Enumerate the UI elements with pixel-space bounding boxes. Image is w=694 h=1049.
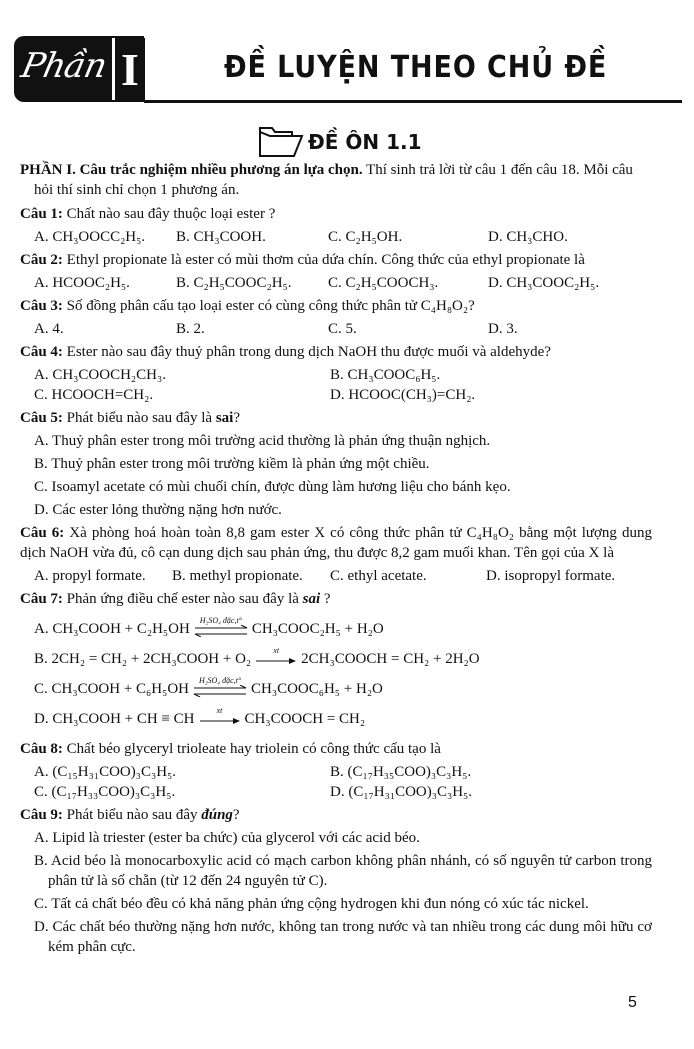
reaction-condition: H₂SO₄ đặc,t°	[199, 616, 242, 625]
chapter-banner	[14, 36, 682, 108]
option-c: C. 5.	[328, 321, 357, 337]
question-8	[20, 739, 652, 802]
option-c: C. Isoamyl acetate có mùi chuối chín, được dùng làm hương liệu cho bánh kẹo.	[34, 479, 511, 495]
reaction-condition: H₂SO₄ đặc,t°	[198, 676, 242, 685]
option-a: A. CH₃OOCC₂H₅.	[34, 229, 146, 245]
equation-right: CH₃COOC₂H₅ + H₂O	[251, 621, 384, 637]
question-emphasis: sai	[302, 591, 321, 607]
question-7	[20, 589, 652, 729]
option-d: D. isopropyl formate.	[486, 568, 616, 584]
option-c: C. C₂H₅COOCH₃.	[328, 275, 439, 291]
instructions-text: Thí sinh trả lời từ câu 1 đến câu 18. Mỗi câu hỏi thí sinh chỉ chọn 1 phương án.	[34, 162, 633, 198]
option-a: A. Lipid là triester (ester ba chức) của glycerol với các acid béo.	[34, 830, 420, 846]
question-emphasis: đúng	[201, 807, 233, 823]
question-text: Số đồng phân cấu tạo loại ester có cùng công thức phân tử C₄H₈O₂?	[62, 298, 475, 314]
question-label: Câu 9:	[20, 807, 63, 823]
equation-a	[20, 616, 652, 639]
option-a: A. propyl formate.	[34, 568, 146, 584]
option-a: A. CH₃COOCH₂CH₃.	[34, 367, 166, 383]
question-5	[20, 408, 652, 520]
question-text: Chất nào sau đây thuộc loại ester ?	[62, 206, 276, 222]
option-c: C. (C₁₇H₃₃COO)₃C₃H₅.	[34, 784, 176, 800]
arrow-right-icon	[198, 715, 242, 727]
question-text: Xà phòng hoá hoàn toàn 8,8 gam ester X có công thức phân tử C₄H₈O₂ bằng một lượng dung dịch NaOH vừa đủ, cô cạn dung dịch sau phản ứng, thu được 8,2 gam muối khan. Tên gọi của X là	[20, 525, 652, 561]
question-4	[20, 342, 652, 405]
equation-right: 2CH₃COOCH = CH₂ + 2H₂O	[301, 651, 480, 667]
equation-c	[20, 676, 652, 699]
option-d: D. CH₃CHO.	[488, 229, 568, 245]
question-text: Phản ứng điều chế ester nào sau đây là	[62, 591, 303, 607]
option-d: D. Các chất béo thường nặng hơn nước, không tan trong nước và tan nhiều trong các dung môi hữu cơ kém phân cực.	[34, 919, 652, 955]
option-d: D. 3.	[488, 321, 518, 337]
equation-left: A. CH₃COOH + C₂H₅OH	[34, 621, 190, 637]
question-label: Câu 4:	[20, 344, 63, 360]
instructions	[20, 160, 652, 200]
question-3	[20, 296, 652, 339]
question-content	[20, 160, 652, 960]
reversible-arrow	[192, 676, 248, 699]
equation-right: CH₃COOC₆H₅ + H₂O	[251, 681, 383, 697]
double-arrow-icon	[193, 625, 249, 637]
page-number: 5	[628, 994, 637, 1011]
equation-left: B. 2CH₂ = CH₂ + 2CH₃COOH + O₂	[34, 651, 252, 667]
option-a: A. (C₁₅H₃₁COO)₃C₃H₅.	[34, 764, 177, 780]
option-a: A. 4.	[34, 321, 64, 337]
question-label: Câu 5:	[20, 410, 63, 426]
question-emphasis: sai	[215, 410, 234, 426]
part-label: Phần	[17, 46, 110, 86]
reaction-condition: xt	[216, 706, 223, 715]
question-text-end: ?	[233, 410, 240, 426]
instructions-bold: PHẦN I. Câu trắc nghiệm nhiều phương án lựa chọn.	[20, 162, 363, 178]
question-1	[20, 204, 652, 247]
question-label: Câu 8:	[20, 741, 63, 757]
equation-left: D. CH₃COOH + CH ≡ CH	[34, 711, 195, 727]
chapter-title: ĐỀ LUYỆN THEO CHỦ ĐỀ	[224, 50, 608, 85]
question-6	[20, 523, 652, 586]
option-b: B. methyl propionate.	[172, 568, 303, 584]
part-number: I	[112, 38, 145, 100]
option-d: D. (C₁₇H₃₁COO)₃C₃H₅.	[330, 784, 473, 800]
question-text-end: ?	[232, 807, 240, 823]
question-text: Phát biểu nào sau đây	[62, 807, 202, 823]
option-d: D. HCOOC(CH₃)=CH₂.	[330, 387, 476, 403]
folder-icon	[258, 124, 304, 160]
option-d: D. Các ester lỏng thường nặng hơn nước.	[34, 502, 282, 518]
equation-b	[20, 646, 652, 669]
option-b: B. Acid béo là monocarboxylic acid có mạch carbon không phân nhánh, có số nguyên tử carbon trong phân tử là số chẵn (từ 12 đến 24 nguyên tử C).	[34, 853, 652, 889]
option-c: C. C₂H₅OH.	[328, 229, 403, 245]
option-c: C. Tất cả chất béo đều có khả năng phản ứng cộng hydrogen khi đun nóng có xúc tác nickel.	[34, 896, 589, 912]
option-b: B. Thuỷ phân ester trong môi trường kiềm là phản ứng một chiều.	[34, 456, 430, 472]
question-text: Chất béo glyceryl trioleate hay triolein có công thức cấu tạo là	[62, 741, 441, 757]
question-text-end: ?	[320, 591, 331, 607]
option-b: B. 2.	[176, 321, 205, 337]
question-label: Câu 7:	[20, 591, 63, 607]
reaction-condition: xt	[273, 646, 280, 655]
option-a: A. Thuỷ phân ester trong môi trường acid thường là phản ứng thuận nghịch.	[34, 433, 491, 449]
option-a: A. HCOOC₂H₅.	[34, 275, 130, 291]
arrow-right-icon	[254, 655, 298, 667]
section-title: ĐỀ ÔN 1.1	[308, 130, 422, 154]
forward-arrow	[254, 646, 298, 669]
option-b: B. CH₃COOC₆H₅.	[330, 367, 441, 383]
double-arrow-icon	[192, 685, 248, 697]
equation-d	[20, 706, 652, 729]
option-b: B. CH₃COOH.	[176, 229, 266, 245]
question-label: Câu 2:	[20, 252, 63, 268]
question-text: Ethyl propionate là ester có mùi thơm của dứa chín. Công thức của ethyl propionate là	[62, 252, 585, 268]
question-text: Ester nào sau đây thuỷ phân trong dung dịch NaOH thu được muối và aldehyde?	[62, 344, 551, 360]
banner-rule	[144, 100, 682, 103]
equation-right: CH₃COOCH = CH₂	[244, 711, 366, 727]
equation-left: C. CH₃COOH + C₆H₅OH	[34, 681, 189, 697]
forward-arrow	[198, 706, 242, 729]
option-c: C. HCOOCH=CH₂.	[34, 387, 154, 403]
question-label: Câu 1:	[20, 206, 63, 222]
question-label: Câu 3:	[20, 298, 63, 314]
section-heading	[258, 122, 422, 162]
reversible-arrow	[193, 616, 249, 639]
option-c: C. ethyl acetate.	[330, 568, 427, 584]
question-label: Câu 6:	[20, 525, 65, 541]
question-2	[20, 250, 652, 293]
option-b: B. C₂H₅COOC₂H₅.	[176, 275, 292, 291]
question-text: Phát biểu nào sau đây là	[62, 410, 216, 426]
question-9	[20, 805, 652, 957]
option-d: D. CH₃COOC₂H₅.	[488, 275, 600, 291]
option-b: B. (C₁₇H₃₅COO)₃C₃H₅.	[330, 764, 472, 780]
